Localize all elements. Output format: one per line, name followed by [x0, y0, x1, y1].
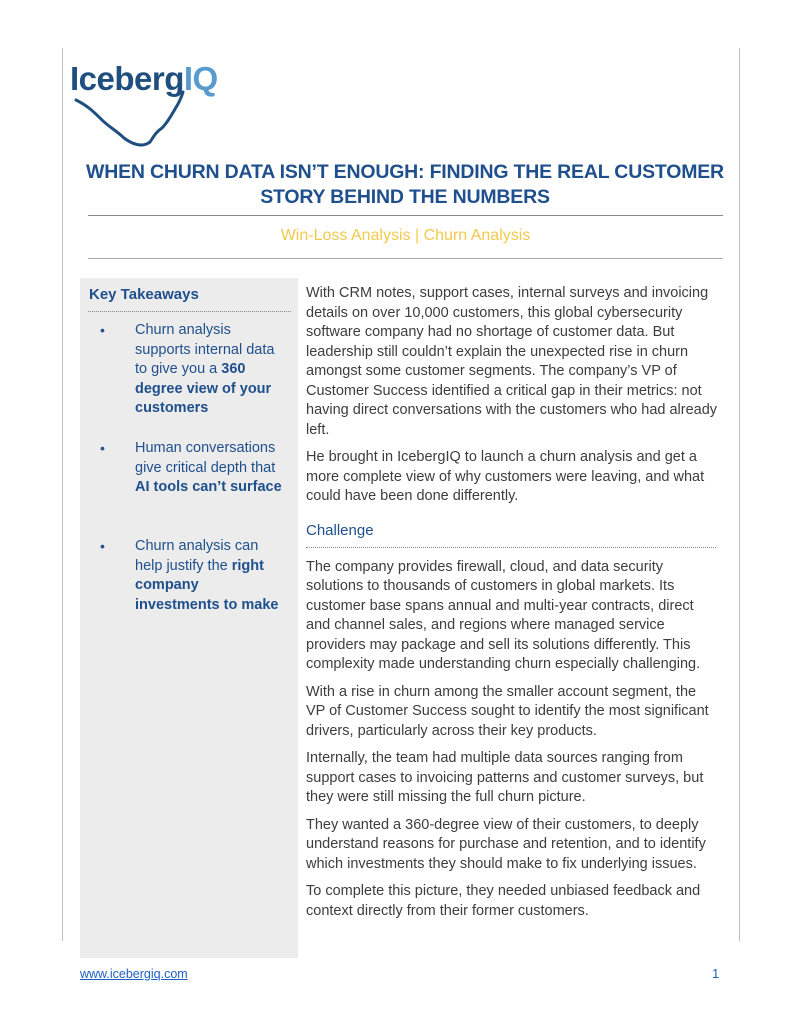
- sidebar-heading-rule: [88, 311, 291, 312]
- challenge-paragraph: To complete this picture, they needed unbiased feedback and context directly from their former customers.: [306, 883, 701, 919]
- takeaway-text-plain: Human conversations give critical depth that: [135, 440, 276, 476]
- document-subtitle: Win-Loss Analysis | Churn Analysis: [280, 227, 531, 244]
- key-takeaways-sidebar: [80, 278, 298, 958]
- takeaway-text: [135, 321, 285, 419]
- logo-word-iq: IQ: [183, 60, 218, 97]
- challenge-heading: Challenge: [306, 521, 374, 539]
- takeaway-text-bold: 360 degree view of your customers: [135, 361, 272, 417]
- document-title: WHEN CHURN DATA ISN’T ENOUGH: FINDING THE REAL CUSTOMER STORY BEHIND THE NUMBERS: [86, 161, 724, 208]
- takeaway-text-bold: AI tools can’t surface: [135, 479, 282, 496]
- challenge-paragraph: With a rise in churn among the smaller account segment, the VP of Customer Success sought to identify the most significant drivers, particularly across their key products.: [306, 683, 709, 739]
- iceberg-outline-icon: [62, 56, 222, 156]
- website-link[interactable]: www.icebergiq.com: [80, 967, 188, 981]
- takeaway-text-plain: Churn analysis can help justify the: [135, 538, 259, 574]
- bullet-icon: •: [100, 322, 105, 338]
- title-divider: [88, 215, 723, 216]
- subtitle-divider: [88, 258, 723, 259]
- logo-word-iceberg: Iceberg: [70, 60, 184, 97]
- takeaway-text: [135, 537, 285, 615]
- bullet-icon: •: [100, 538, 105, 554]
- challenge-paragraph: They wanted a 360-degree view of their customers, to deeply understand reasons for purchase and retention, and to identify which investments they should make to fix underlying issues.: [306, 816, 706, 872]
- main-content: [306, 284, 718, 929]
- right-page-edge: [739, 48, 740, 941]
- challenge-paragraph: The company provides firewall, cloud, and data security solutions to thousands of customers in global markets. Its customer base spans annual and multi-year contracts, direct and channel sales, and regions where managed service providers may package and sell its solutions differently. This complexity made understanding churn especially challenging.: [306, 558, 701, 672]
- takeaway-text-bold: right company investments to make: [135, 557, 279, 613]
- takeaway-text-plain: Churn analysis supports internal data to give you a: [135, 322, 275, 378]
- left-page-edge: [62, 48, 63, 941]
- page-number: 1: [712, 966, 720, 981]
- icebergiq-logo: [62, 56, 222, 156]
- bullet-icon: •: [100, 440, 105, 456]
- takeaway-text: [135, 439, 285, 498]
- challenge-paragraph: Internally, the team had multiple data sources ranging from support cases to invoicing patterns and customer surveys, but they were still missing the full churn picture.: [306, 750, 704, 805]
- intro-paragraph: With CRM notes, support cases, internal surveys and invoicing details on over 10,000 customers, this global cybersecurity software company had no shortage of customer data. But leadership still couldn’t explain the unexpected rise in churn amongst some customer segments. The company’s VP of Customer Success identified a critical gap in their metrics: not having direct conversations with the customers who had already left.: [306, 285, 718, 438]
- sidebar-heading: Key Takeaways: [89, 286, 199, 303]
- intro-paragraph: He brought in IcebergIQ to launch a churn analysis and get a more complete view of why customers were leaving, and what could have been done differently.: [306, 449, 705, 504]
- challenge-heading-rule: [306, 547, 716, 548]
